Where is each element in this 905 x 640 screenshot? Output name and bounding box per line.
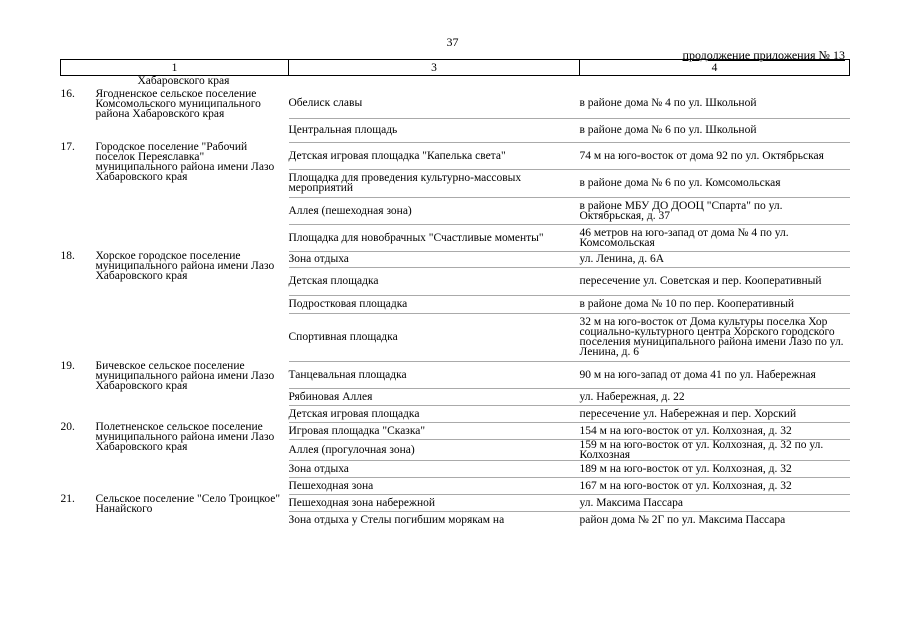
object-name: Танцевальная площадка [289, 361, 580, 388]
object-location: 74 м на юго-восток от дома 92 по ул. Октябрьская [580, 142, 850, 169]
object-name: Подростковая площадка [289, 295, 580, 313]
continuation-text: Хабаровского края [137, 75, 230, 87]
settlement-name: Городское поселение "Рабочий поселок Переяславка" муниципального района имени Лазо Хабаровского края [95, 141, 275, 183]
object-location: 154 м на юго-восток от ул. Колхозная, д. 32 [580, 422, 850, 439]
row-number: 19. [60, 360, 75, 372]
table-row [61, 251, 850, 267]
table-row [61, 89, 850, 118]
object-location: пересечение ул. Набережная и пер. Хорский [580, 405, 850, 422]
settlement-name: Полетненское сельское поселение муниципального района имени Лазо Хабаровского края [95, 421, 275, 453]
object-location: 167 м на юго-восток от ул. Колхозная, д. 32 [580, 477, 850, 494]
object-name: Рябиновая Аллея [289, 388, 580, 405]
object-name: Детская игровая площадка [289, 405, 580, 422]
row-number: 16. [60, 88, 75, 100]
object-location: пересечение ул. Советская и пер. Кооперативный [580, 267, 850, 295]
table-row [61, 142, 850, 169]
page-number: 37 [446, 35, 459, 49]
object-name: Спортивная площадка [289, 313, 580, 361]
object-name: Площадка для новобрачных "Счастливые моменты" [289, 224, 580, 251]
table-row [61, 361, 850, 388]
column-header-4: 4 [580, 60, 850, 76]
settlement-name: Сельское поселение "Село Троицкое" Нанайского [95, 493, 281, 515]
object-location: 159 м на юго-восток от ул. Колхозная, д. 32 по ул. Колхозная [580, 439, 850, 460]
column-header-1: 1 [61, 60, 289, 76]
table-row [61, 422, 850, 439]
settlement-name: Ягодненское сельское поселение Комсомольского муниципального района Хабаровского края [95, 88, 261, 120]
object-name: Детская площадка [289, 267, 580, 295]
object-location: район дома № 2Г по ул. Максима Пассара [580, 511, 850, 528]
object-name: Детская игровая площадка "Капелька света" [289, 142, 580, 169]
table-header-row [61, 60, 850, 76]
column-header-3: 3 [289, 60, 580, 76]
object-location: в районе дома № 6 по ул. Комсомольская [580, 169, 850, 197]
object-location: 90 м на юго-запад от дома 41 по ул. Набережная [580, 361, 850, 388]
settlement-name: Хорское городское поселение муниципального района имени Лазо Хабаровского края [95, 250, 275, 282]
document-table [60, 59, 850, 528]
object-name: Аллея (пешеходная зона) [289, 197, 580, 224]
object-name: Аллея (прогулочная зона) [289, 439, 580, 460]
object-location: ул. Ленина, д. 6А [580, 251, 850, 267]
row-number: 18. [60, 250, 75, 262]
settlement-name: Бичевское сельское поселение муниципального района имени Лазо Хабаровского края [95, 360, 275, 392]
object-name: Пешеходная зона набережной [289, 494, 580, 511]
object-name: Пешеходная зона [289, 477, 580, 494]
appendix-continuation-note: продолжение приложения № 13 [682, 48, 845, 62]
object-name: Площадка для проведения культурно-массовых мероприятий [289, 169, 580, 197]
object-name: Центральная площадь [289, 118, 580, 142]
object-location: в районе МБУ ДО ДООЦ "Спарта" по ул. Октябрьская, д. 37 [580, 197, 850, 224]
object-name: Зона отдыха [289, 460, 580, 477]
object-location: в районе дома № 6 по ул. Школьной [580, 118, 850, 142]
object-name: Зона отдыха у Стелы погибшим морякам на [289, 511, 580, 528]
object-location: в районе дома № 10 по пер. Кооперативный [580, 295, 850, 313]
row-number: 17. [60, 141, 75, 153]
object-name: Игровая площадка "Сказка" [289, 422, 580, 439]
object-location: ул. Набережная, д. 22 [580, 388, 850, 405]
row-number: 20. [60, 421, 75, 433]
object-name: Обелиск славы [288, 97, 363, 110]
object-name: Зона отдыха [289, 251, 580, 267]
object-location: 32 м на юго-восток от Дома культуры поселка Хор социально-культурного центра Хорского городского поселения муниципального района имени Лазо по ул. Ленина, д. 6 [580, 313, 850, 361]
object-location: в районе дома № 4 по ул. Школьной [579, 97, 757, 110]
object-location: 46 метров на юго-запад от дома № 4 по ул. Комсомольская [580, 224, 850, 251]
continuation-row [61, 76, 850, 90]
object-location: ул. Максима Пассара [580, 494, 850, 511]
object-location: 189 м на юго-восток от ул. Колхозная, д. 32 [580, 460, 850, 477]
table-row [61, 494, 850, 511]
row-number: 21. [60, 493, 75, 505]
